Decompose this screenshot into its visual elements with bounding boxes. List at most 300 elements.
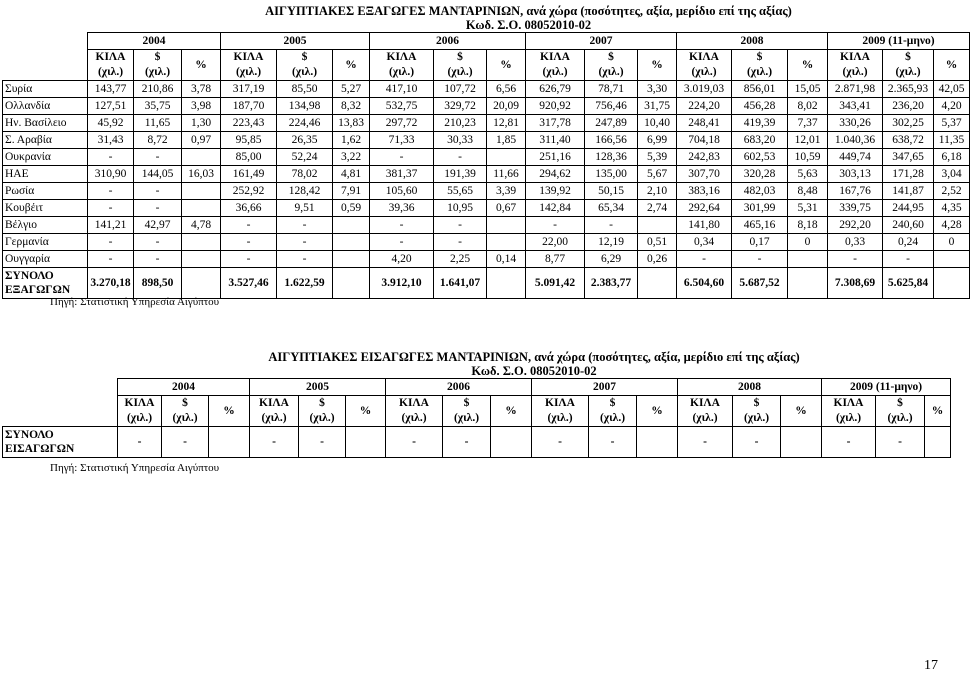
value-cell: 39,36 [370,200,434,217]
value-cell: 4,81 [333,166,370,183]
value-cell: - [221,217,277,234]
total-value-cell: 5.687,52 [732,268,788,299]
value-cell: 42,97 [134,217,182,234]
value-cell: 3,98 [182,98,221,115]
value-cell: 2,25 [434,251,487,268]
value-cell: 167,76 [828,183,883,200]
year-header: 2009 (11-μηνο) [828,33,970,50]
value-cell [182,149,221,166]
value-cell: 602,53 [732,149,788,166]
country-cell: ΗΑΕ [3,166,88,183]
value-cell: 6,29 [585,251,638,268]
unit-header: (χιλ.) [370,65,434,81]
value-cell: 302,25 [883,115,934,132]
kila-header: ΚΙΛΑ [386,396,443,412]
blank-cell [3,350,118,379]
value-cell [934,251,970,268]
value-cell: 301,99 [732,200,788,217]
value-cell: 292,20 [828,217,883,234]
total-value-cell: 3.527,46 [221,268,277,299]
value-cell: 317,19 [221,81,277,98]
table-row [3,217,970,234]
value-cell: 0,17 [732,234,788,251]
total-value-cell [637,427,678,458]
kila-header: ΚΙΛΑ [250,396,299,412]
value-cell: 9,51 [277,200,333,217]
value-cell: 2,52 [934,183,970,200]
total-value-cell: - [299,427,346,458]
value-cell: 0,59 [333,200,370,217]
year-header: 2005 [221,33,370,50]
total-value-cell: - [678,427,733,458]
years-row [3,33,970,50]
value-cell: 85,50 [277,81,333,98]
value-cell [182,251,221,268]
value-cell: 55,65 [434,183,487,200]
table-row [3,200,970,217]
unit-header: (χιλ.) [434,65,487,81]
value-cell: 210,23 [434,115,487,132]
value-cell [487,217,526,234]
unit-header: (χιλ.) [134,65,182,81]
value-cell: 135,00 [585,166,638,183]
value-cell: 329,72 [434,98,487,115]
value-cell: 317,78 [526,115,585,132]
value-cell: 8,72 [134,132,182,149]
total-value-cell [781,427,822,458]
unit-header: (χιλ.) [678,411,733,427]
value-cell: 0,97 [182,132,221,149]
dollar-header: $ [299,396,346,412]
unit-header: (χιλ.) [822,411,876,427]
value-cell: 339,75 [828,200,883,217]
total-value-cell: - [733,427,781,458]
value-cell: 638,72 [883,132,934,149]
value-cell: 187,70 [221,98,277,115]
value-cell: 244,95 [883,200,934,217]
value-cell: 5,67 [638,166,677,183]
value-cell: 31,75 [638,98,677,115]
value-cell: 240,60 [883,217,934,234]
value-cell: 0,14 [487,251,526,268]
total-value-cell: - [589,427,637,458]
total-value-cell [487,268,526,299]
value-cell: 252,92 [221,183,277,200]
value-cell: 11,65 [134,115,182,132]
value-cell [333,217,370,234]
value-cell: 2.871,98 [828,81,883,98]
total-value-cell [925,427,951,458]
value-cell: 311,40 [526,132,585,149]
total-value-cell [333,268,370,299]
value-cell: 161,49 [221,166,277,183]
value-cell: 95,85 [221,132,277,149]
year-header: 2004 [88,33,221,50]
value-cell: - [677,251,732,268]
value-cell: 532,75 [370,98,434,115]
value-cell: 85,00 [221,149,277,166]
value-cell: 4,28 [934,217,970,234]
kila-header: ΚΙΛΑ [828,50,883,66]
value-cell: 0 [934,234,970,251]
value-cell: 31,43 [88,132,134,149]
value-cell: 381,37 [370,166,434,183]
kila-header: ΚΙΛΑ [678,396,733,412]
value-cell: - [434,234,487,251]
total-value-cell: 5.625,84 [883,268,934,299]
unit-header: (χιλ.) [585,65,638,81]
dollar-header: $ [876,396,925,412]
value-cell: 11,35 [934,132,970,149]
value-cell: 449,74 [828,149,883,166]
kila-header: ΚΙΛΑ [822,396,876,412]
value-cell: 0,26 [638,251,677,268]
total-value-cell: 3.270,18 [88,268,134,299]
value-cell: - [434,217,487,234]
value-cell: - [277,234,333,251]
unit-header: (χιλ.) [299,411,346,427]
value-cell: 3,22 [333,149,370,166]
value-cell: 3.019,03 [677,81,732,98]
value-cell: - [88,200,134,217]
value-cell: 0,34 [677,234,732,251]
value-cell: 292,64 [677,200,732,217]
value-cell: 8,77 [526,251,585,268]
value-cell: - [277,251,333,268]
unit-header: (χιλ.) [876,411,925,427]
value-cell: - [732,251,788,268]
value-cell: 8,32 [333,98,370,115]
value-cell: 482,03 [732,183,788,200]
value-cell: - [585,217,638,234]
kila-header: ΚΙΛΑ [526,50,585,66]
unit-header: (χιλ.) [250,411,299,427]
unit-header: (χιλ.) [732,65,788,81]
kila-header: ΚΙΛΑ [118,396,162,412]
value-cell: 8,18 [788,217,828,234]
value-cell: 4,35 [934,200,970,217]
value-cell: 5,27 [333,81,370,98]
value-cell: 134,98 [277,98,333,115]
table-row [3,98,970,115]
total-value-cell: 898,50 [134,268,182,299]
value-cell: 456,28 [732,98,788,115]
value-cell: 4,78 [182,217,221,234]
blank-cell [3,33,88,81]
value-cell: 236,20 [883,98,934,115]
value-cell: 11,66 [487,166,526,183]
unit-header: (χιλ.) [828,65,883,81]
percent-header: % [333,50,370,81]
total-value-cell: - [162,427,209,458]
year-header: 2006 [370,33,526,50]
value-cell: 5,37 [934,115,970,132]
total-label-line2: ΕΞΑΓΩΓΩΝ [5,284,71,296]
value-cell: 65,34 [585,200,638,217]
dollar-header: $ [589,396,637,412]
value-cell [487,149,526,166]
value-cell: - [134,200,182,217]
value-cell: 22,00 [526,234,585,251]
value-cell: - [526,217,585,234]
value-cell: 251,16 [526,149,585,166]
value-cell: 247,89 [585,115,638,132]
value-cell: - [88,251,134,268]
percent-header: % [638,50,677,81]
value-cell: 171,28 [883,166,934,183]
value-cell [487,234,526,251]
country-cell: Γερμανία [3,234,88,251]
blank-cell [3,379,118,427]
value-cell: 141,87 [883,183,934,200]
total-value-cell: 6.504,60 [677,268,732,299]
value-cell: 13,83 [333,115,370,132]
value-cell: 78,71 [585,81,638,98]
value-cell: 20,09 [487,98,526,115]
percent-header: % [346,396,386,427]
value-cell: 52,24 [277,149,333,166]
value-cell: 343,41 [828,98,883,115]
value-cell: 71,33 [370,132,434,149]
value-cell: 144,05 [134,166,182,183]
value-cell: - [370,149,434,166]
total-row [3,268,970,299]
value-cell: 383,16 [677,183,732,200]
value-cell: 142,84 [526,200,585,217]
total-label [3,427,118,458]
column-header-row [3,50,970,66]
year-header: 2008 [677,33,828,50]
exports-table [2,4,970,299]
kila-header: ΚΙΛΑ [532,396,589,412]
total-value-cell: 3.912,10 [370,268,434,299]
dollar-header: $ [434,50,487,66]
table-row [3,166,970,183]
value-cell: 2,10 [638,183,677,200]
value-cell: 141,80 [677,217,732,234]
year-header: 2006 [386,379,532,396]
value-cell: 756,46 [585,98,638,115]
unit-header: (χιλ.) [386,411,443,427]
value-cell: 127,51 [88,98,134,115]
value-cell: 36,66 [221,200,277,217]
value-cell: 223,43 [221,115,277,132]
value-cell [182,234,221,251]
value-cell: 1,62 [333,132,370,149]
total-label-line1: ΣΥΝΟΛΟ [5,429,54,441]
value-cell: 2.365,93 [883,81,934,98]
table-code: Κωδ. Σ.Ο. 08052010-02 [471,364,597,378]
value-cell: - [221,251,277,268]
value-cell: 6,99 [638,132,677,149]
value-cell: 5,63 [788,166,828,183]
dollar-header: $ [134,50,182,66]
value-cell: - [370,217,434,234]
unit-header: (χιλ.) [532,411,589,427]
value-cell: 6,56 [487,81,526,98]
title-row [3,4,970,33]
kila-header: ΚΙΛΑ [88,50,134,66]
unit-header: (χιλ.) [221,65,277,81]
year-header: 2008 [678,379,822,396]
value-cell: 45,92 [88,115,134,132]
value-cell: - [134,234,182,251]
country-cell: Ην. Βασίλειο [3,115,88,132]
unit-header: (χιλ.) [118,411,162,427]
value-cell [638,217,677,234]
value-cell: - [370,234,434,251]
year-header: 2009 (11-μηνο) [822,379,951,396]
value-cell: 347,65 [883,149,934,166]
country-cell: Ουγγαρία [3,251,88,268]
country-cell: Ουκρανία [3,149,88,166]
country-cell: Σ. Αραβία [3,132,88,149]
value-cell: 4,20 [934,98,970,115]
total-label-line1: ΣΥΝΟΛΟ [5,270,54,282]
value-cell: - [828,251,883,268]
value-cell: 107,72 [434,81,487,98]
value-cell: 26,35 [277,132,333,149]
year-header: 2004 [118,379,250,396]
value-cell: 30,33 [434,132,487,149]
value-cell: 856,01 [732,81,788,98]
country-cell: Ολλανδία [3,98,88,115]
table-row [3,132,970,149]
value-cell: 465,16 [732,217,788,234]
value-cell: - [434,149,487,166]
value-cell: 310,90 [88,166,134,183]
value-cell: 3,78 [182,81,221,98]
value-cell: 8,48 [788,183,828,200]
value-cell: 3,30 [638,81,677,98]
value-cell: 50,15 [585,183,638,200]
value-cell: 128,42 [277,183,333,200]
total-row [3,427,951,458]
table-title-text: ΑΙΓΥΠΤΙΑΚΕΣ ΕΙΣΑΓΩΓΕΣ ΜΑΝΤΑΡΙΝΙΩΝ, ανά χώρα (ποσότητες, αξία, μερίδιο επί της αξίας) [268,350,800,364]
value-cell: 7,37 [788,115,828,132]
dollar-header: $ [443,396,491,412]
year-header: 2007 [532,379,678,396]
value-cell: 10,40 [638,115,677,132]
value-cell: 704,18 [677,132,732,149]
value-cell: 6,18 [934,149,970,166]
value-cell: 0,24 [883,234,934,251]
value-cell [788,251,828,268]
total-value-cell [788,268,828,299]
table-title-text: ΑΙΓΥΠΤΙΑΚΕΣ ΕΞΑΓΩΓΕΣ ΜΑΝΤΑΡΙΝΙΩΝ, ανά χώρα (ποσότητες, αξία, μερίδιο επί της αξίας) [265,4,792,18]
page-number: 17 [924,658,938,673]
value-cell: 7,91 [333,183,370,200]
value-cell: 419,39 [732,115,788,132]
unit-header: (χιλ.) [883,65,934,81]
value-cell: 294,62 [526,166,585,183]
table-row [3,115,970,132]
total-value-cell: - [443,427,491,458]
percent-header: % [934,50,970,81]
value-cell: 0,51 [638,234,677,251]
percent-header: % [209,396,250,427]
imports-table [2,350,951,458]
percent-header: % [781,396,822,427]
total-value-cell: 2.383,77 [585,268,638,299]
country-cell: Βέλγιο [3,217,88,234]
total-label [3,268,88,299]
value-cell: 307,70 [677,166,732,183]
total-value-cell: 1.622,59 [277,268,333,299]
value-cell: 1,30 [182,115,221,132]
value-cell: 78,02 [277,166,333,183]
column-header-row [3,396,951,412]
value-cell: 191,39 [434,166,487,183]
table-row [3,183,970,200]
value-cell: 12,81 [487,115,526,132]
value-cell: 224,46 [277,115,333,132]
value-cell: 35,75 [134,98,182,115]
year-header: 2005 [250,379,386,396]
total-value-cell: - [822,427,876,458]
value-cell: - [134,183,182,200]
country-cell: Συρία [3,81,88,98]
value-cell: 626,79 [526,81,585,98]
dollar-header: $ [883,50,934,66]
total-value-cell [182,268,221,299]
value-cell: 16,03 [182,166,221,183]
table-title [88,4,970,33]
value-cell: 10,95 [434,200,487,217]
unit-header: (χιλ.) [589,411,637,427]
percent-header: % [491,396,532,427]
value-cell: 15,05 [788,81,828,98]
dollar-header: $ [732,50,788,66]
year-header: 2007 [526,33,677,50]
value-cell: - [277,217,333,234]
value-cell: 12,01 [788,132,828,149]
value-cell: 5,31 [788,200,828,217]
value-cell: 1,85 [487,132,526,149]
total-value-cell: - [532,427,589,458]
total-value-cell: - [250,427,299,458]
value-cell: 3,39 [487,183,526,200]
source-note: Πηγή: Στατιστική Υπηρεσία Αιγύπτου [50,296,220,308]
value-cell: 297,72 [370,115,434,132]
total-value-cell [491,427,532,458]
value-cell [333,234,370,251]
value-cell: - [134,251,182,268]
years-row [3,379,951,396]
value-cell: 5,39 [638,149,677,166]
unit-header: (χιλ.) [526,65,585,81]
dollar-header: $ [162,396,209,412]
value-cell: - [88,149,134,166]
value-cell: 3,04 [934,166,970,183]
value-cell: - [883,251,934,268]
value-cell [182,183,221,200]
value-cell: 242,83 [677,149,732,166]
value-cell: 0 [788,234,828,251]
value-cell: 210,86 [134,81,182,98]
value-cell: 0,67 [487,200,526,217]
value-cell: - [221,234,277,251]
total-value-cell: 1.641,07 [434,268,487,299]
blank-cell [3,4,88,33]
table-code: Κωδ. Σ.Ο. 08052010-02 [465,18,592,32]
value-cell: 1.040,36 [828,132,883,149]
value-cell: 683,20 [732,132,788,149]
unit-header: (χιλ.) [733,411,781,427]
percent-header: % [182,50,221,81]
value-cell: - [134,149,182,166]
value-cell: 42,05 [934,81,970,98]
